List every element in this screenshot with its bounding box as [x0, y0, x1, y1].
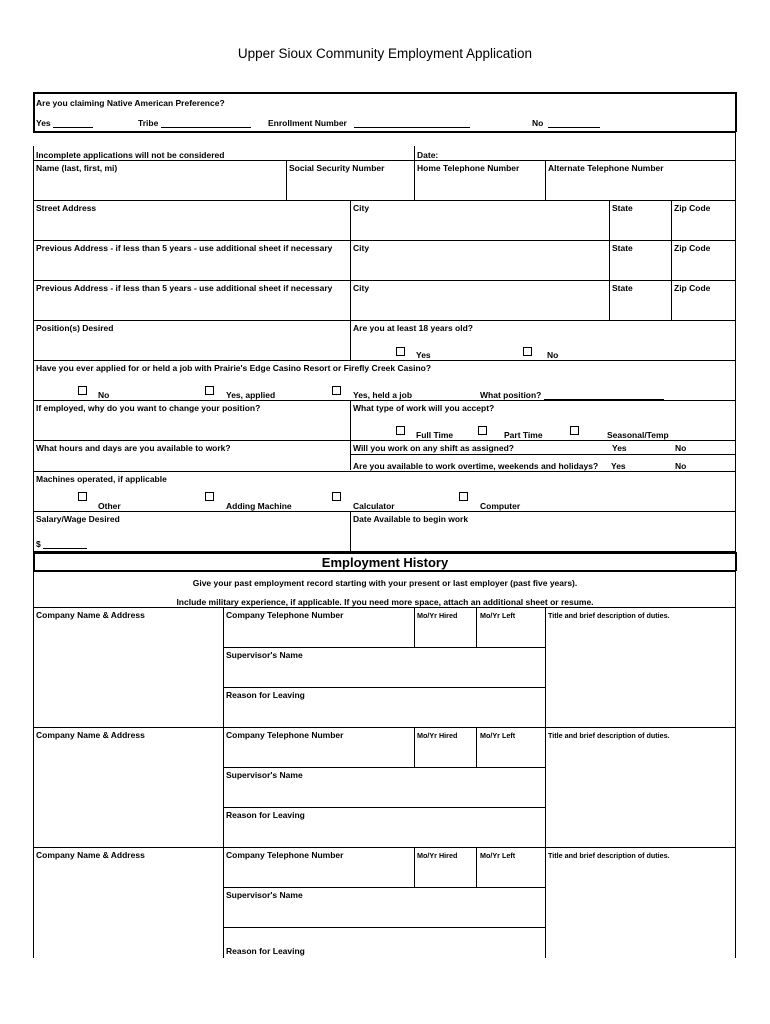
prev-zip-field-2[interactable]: Zip Code [674, 283, 711, 293]
overtime-no[interactable]: No [675, 461, 687, 471]
employment-history-heading: Employment History [321, 555, 449, 570]
hours-available-field[interactable]: What hours and days are you available to work? [36, 443, 231, 453]
home-phone-field[interactable]: Home Telephone Number [417, 163, 520, 173]
prev-city-field-2[interactable]: City [353, 283, 370, 293]
full-time-label: Full Time [416, 430, 454, 440]
left-field-2[interactable]: Mo/Yr Left [480, 731, 516, 740]
company-phone-field-3[interactable]: Company Telephone Number [226, 850, 344, 860]
city-field[interactable]: City [353, 203, 370, 213]
hired-field-1[interactable]: Mo/Yr Hired [417, 611, 458, 620]
full-time-checkbox[interactable] [396, 426, 405, 435]
any-shift-yes[interactable]: Yes [612, 443, 627, 453]
reason-leaving-field-1[interactable]: Reason for Leaving [226, 690, 305, 700]
incomplete-notice: Incomplete applications will not be considered [36, 150, 225, 160]
adding-machine-label: Adding Machine [226, 501, 292, 511]
computer-checkbox[interactable] [459, 492, 468, 501]
age-question: Are you at least 18 years old? [353, 323, 473, 333]
prev-city-field-1[interactable]: City [353, 243, 370, 253]
company-name-field-2[interactable]: Company Name & Address [36, 730, 145, 740]
state-field[interactable]: State [612, 203, 633, 213]
supervisor-field-1[interactable]: Supervisor's Name [226, 650, 303, 660]
left-field-1[interactable]: Mo/Yr Left [480, 611, 516, 620]
change-reason-field[interactable]: If employed, why do you want to change your position? [36, 403, 261, 413]
supervisor-field-2[interactable]: Supervisor's Name [226, 770, 303, 780]
history-instruction-1: Give your past employment record starting with your present or last employer (past five years). [192, 578, 578, 588]
held-job-label: Yes, held a job [353, 390, 413, 400]
other-label: Other [98, 501, 121, 511]
salary-amount-field[interactable]: $ [36, 539, 87, 549]
duties-field-2[interactable]: Title and brief description of duties. [548, 731, 670, 740]
alt-phone-field[interactable]: Alternate Telephone Number [548, 163, 664, 173]
tribe-field[interactable]: Tribe [138, 118, 251, 128]
seasonal-checkbox[interactable] [570, 426, 579, 435]
position-desired-field[interactable]: Position(s) Desired [36, 323, 114, 333]
street-address-field[interactable]: Street Address [36, 203, 97, 213]
previous-address-field-2[interactable]: Previous Address - if less than 5 years - use additional sheet if necessary [36, 283, 333, 293]
hired-field-3[interactable]: Mo/Yr Hired [417, 851, 458, 860]
other-checkbox[interactable] [78, 492, 87, 501]
ssn-field[interactable]: Social Security Number [289, 163, 385, 173]
page-title: Upper Sioux Community Employment Application [237, 46, 533, 61]
name-field[interactable]: Name (last, first, mi) [36, 163, 118, 173]
calculator-checkbox[interactable] [332, 492, 341, 501]
preference-no-field[interactable]: No [532, 118, 600, 128]
reason-leaving-field-2[interactable]: Reason for Leaving [226, 810, 305, 820]
company-phone-field-2[interactable]: Company Telephone Number [226, 730, 344, 740]
applied-no-checkbox[interactable] [78, 386, 87, 395]
date-available-field[interactable]: Date Available to begin work [353, 514, 469, 524]
overtime-question: Are you available to work overtime, weekends and holidays? [353, 461, 599, 471]
prev-state-field-1[interactable]: State [612, 243, 633, 253]
adding-machine-checkbox[interactable] [205, 492, 214, 501]
part-time-checkbox[interactable] [478, 426, 487, 435]
duties-field-1[interactable]: Title and brief description of duties. [548, 611, 670, 620]
prev-state-field-2[interactable]: State [612, 283, 633, 293]
company-phone-field-1[interactable]: Company Telephone Number [226, 610, 344, 620]
company-name-field-3[interactable]: Company Name & Address [36, 850, 145, 860]
company-name-field-1[interactable]: Company Name & Address [36, 610, 145, 620]
what-position-field[interactable]: What position? [480, 390, 664, 400]
duties-field-3[interactable]: Title and brief description of duties. [548, 851, 670, 860]
held-job-checkbox[interactable] [332, 386, 341, 395]
prev-zip-field-1[interactable]: Zip Code [674, 243, 711, 253]
applied-yes-label: Yes, applied [226, 390, 276, 400]
any-shift-no[interactable]: No [675, 443, 687, 453]
salary-field[interactable]: Salary/Wage Desired [36, 514, 120, 524]
date-field[interactable]: Date: [417, 150, 439, 160]
work-type-question: What type of work will you accept? [353, 403, 495, 413]
applied-question: Have you ever applied for or held a job with Prairie's Edge Casino Resort or Firefly Creek Casino? [36, 363, 432, 373]
zip-field[interactable]: Zip Code [674, 203, 711, 213]
seasonal-label: Seasonal/Temp [607, 430, 669, 440]
supervisor-field-3[interactable]: Supervisor's Name [226, 890, 303, 900]
left-field-3[interactable]: Mo/Yr Left [480, 851, 516, 860]
enrollment-number-field[interactable]: Enrollment Number [268, 118, 470, 128]
calculator-label: Calculator [353, 501, 395, 511]
applied-yes-checkbox[interactable] [205, 386, 214, 395]
preference-yes-field[interactable]: Yes [36, 118, 93, 128]
previous-address-field-1[interactable]: Previous Address - if less than 5 years - use additional sheet if necessary [36, 243, 333, 253]
reason-leaving-field-3[interactable]: Reason for Leaving [226, 946, 305, 956]
age-no-checkbox[interactable] [523, 347, 532, 356]
hired-field-2[interactable]: Mo/Yr Hired [417, 731, 458, 740]
overtime-yes[interactable]: Yes [611, 461, 626, 471]
applied-no-label: No [98, 390, 110, 400]
machines-question: Machines operated, if applicable [36, 474, 167, 484]
native-preference-question: Are you claiming Native American Preference? [36, 98, 225, 108]
history-instruction-2: Include military experience, if applicable. If you need more space, attach an additional sheet or resume. [176, 597, 594, 607]
age-no-label: No [547, 350, 559, 360]
age-yes-label: Yes [416, 350, 431, 360]
any-shift-question: Will you work on any shift as assigned? [353, 443, 514, 453]
computer-label: Computer [480, 501, 521, 511]
part-time-label: Part Time [504, 430, 543, 440]
age-yes-checkbox[interactable] [396, 347, 405, 356]
